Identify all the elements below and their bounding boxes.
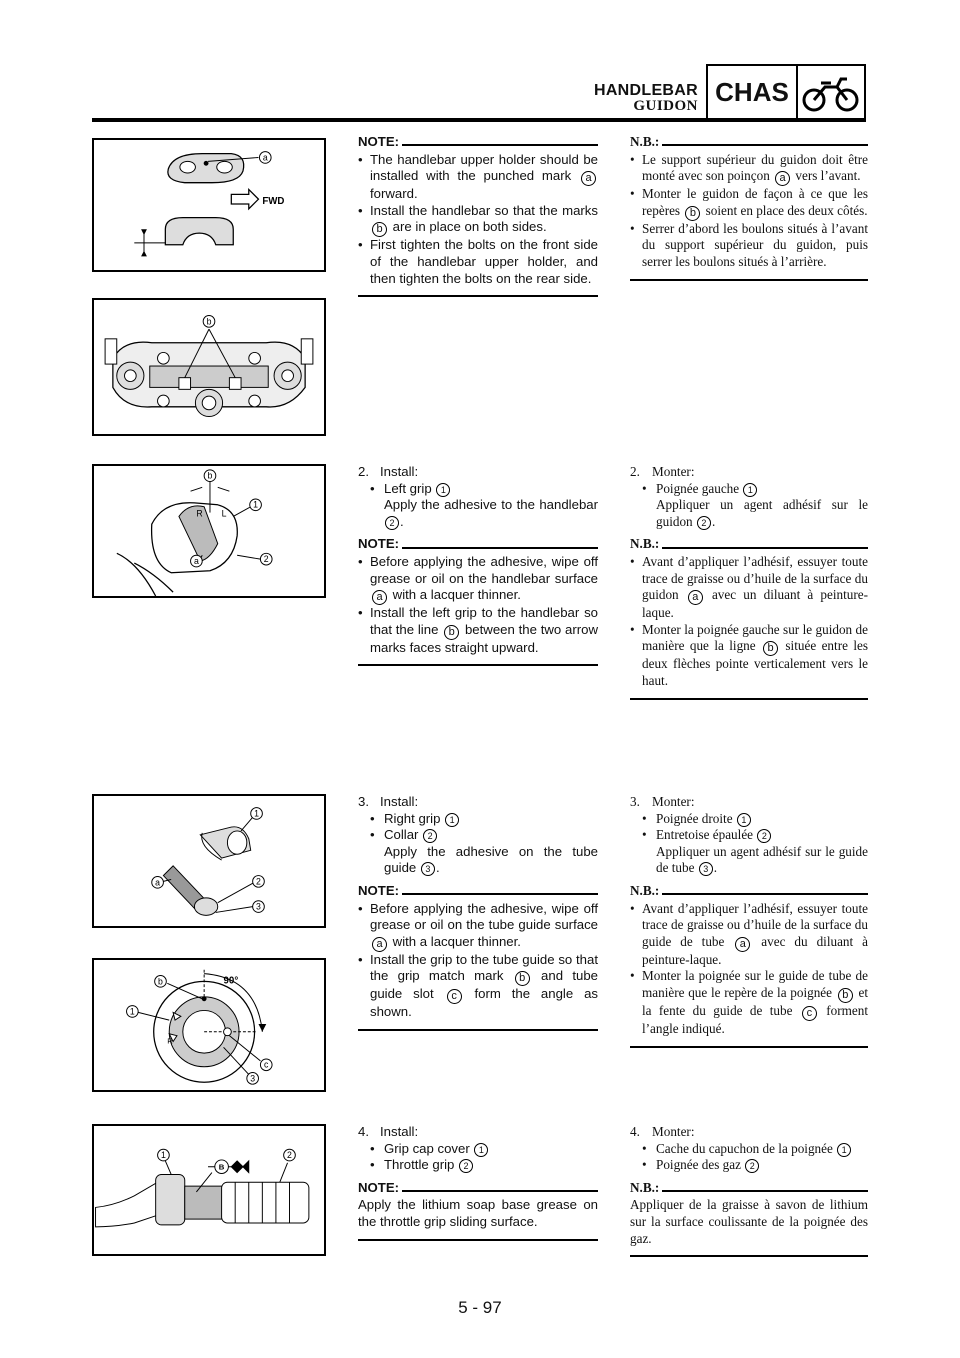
figure-upper-holder xyxy=(92,138,326,272)
note-label: NOTE: xyxy=(358,134,400,149)
label-3: 3 xyxy=(250,1073,256,1084)
list-item: • Poignée droite 1 xyxy=(642,811,868,828)
fr-step-3: 3. Monter: • Poignée droite 1 • Entretoise épaulée 2 Appliquer un agent adhésif sur le guide de tube 3 . N.B.: • Avant d’appliquer l’adhésif, essuyer toute trace de graisse ou d’huile de la surface du guide de tube a avec du diluant à peinture-laque. • Monter la poignée sur le guide de tube de manière que le repère de la poignée b et la fente du guide de tube c forment l’angle indiqué. xyxy=(630,794,868,1048)
angle-label: 90° xyxy=(223,975,239,987)
list-item: • First tighten the bolts on the front side of the handlebar upper holder, and then tighten the bolts on the rear side. xyxy=(358,237,598,287)
list-item: • Right grip 1 xyxy=(370,811,598,828)
note-label: N.B.: xyxy=(630,1179,660,1195)
list-item: • Throttle grip 2 xyxy=(370,1157,598,1174)
label-a: a xyxy=(193,555,199,566)
label-b: b xyxy=(206,316,212,327)
list-item: • Monter la poignée gauche sur le guidon de manière que la ligne b située entre les deux flèches pointe verticalement vers le haut. xyxy=(630,622,868,690)
fr-step-2: 2. Monter: • Poignée gauche 1 Appliquer un agent adhésif sur le guidon 2 . N.B.: • Avant d’appliquer l’adhésif, essuyer toute trace de graisse ou d’huile de la surface du guidon a avec un diluant à peinture-laque. • Monter la poignée gauche sur le guidon de manière que la ligne b située entre les deux flèches pointe verticalement vers le haut. xyxy=(630,464,868,700)
figure-throttle-grip xyxy=(92,1124,326,1256)
label-1: 1 xyxy=(253,499,258,510)
label-c: c xyxy=(264,1059,269,1070)
label-l: L xyxy=(221,508,227,519)
grease-label: B xyxy=(218,1162,225,1172)
list-item: • Before applying the adhesive, wipe off grease or oil on the handlebar surface a with a lacquer thinner. xyxy=(358,554,598,605)
note-label: N.B.: xyxy=(630,536,660,552)
figure-right-grip xyxy=(92,794,326,928)
label-3: 3 xyxy=(256,901,261,912)
list-item: • Avant d’appliquer l’adhésif, essuyer toute trace de graisse ou d’huile de la surface du guidon a avec un diluant à peinture-laque. xyxy=(630,554,868,622)
figure-left-grip xyxy=(92,464,326,598)
en-step-3: 3. Install: • Right grip 1 • Collar 2 Apply the adhesive on the tube guide 3 . NOTE: • Before applying the adhesive, wipe off grease or oil on the tube guide surface a with a lacquer thinner. • Install the grip to the tube guide so that the grip match mark b and tube guide slot c form the angle as shown. xyxy=(358,794,598,1031)
label-r: R xyxy=(196,508,203,519)
label-a: a xyxy=(155,877,161,888)
list-item: • Poignée gauche 1 xyxy=(642,481,868,498)
label-b: b xyxy=(207,470,213,481)
list-item: • Install the handlebar so that the marks b are in place on both sides. xyxy=(358,203,598,238)
list-item: • Cache du capuchon de la poignée 1 xyxy=(642,1141,868,1158)
note-label: N.B.: xyxy=(630,882,660,898)
page-number: 5 - 97 xyxy=(458,1298,502,1317)
en-step-2: 2. Install: • Left grip 1 Apply the adhesive to the handlebar 2 . NOTE: • Before applying the adhesive, wipe off grease or oil on the handlebar surface a with a lacquer thinner. • Install the left grip to the handlebar so that the line b between the two arrow marks faces straight upward. xyxy=(358,464,598,666)
list-item: • Collar 2 xyxy=(370,827,598,844)
list-item: • Install the left grip to the handlebar so that the line b between the two arrow marks faces straight upward. xyxy=(358,605,598,656)
header-rule xyxy=(92,118,866,122)
note-label: NOTE: xyxy=(358,536,400,552)
label-b: b xyxy=(158,976,163,987)
figure-handlebar-clamp xyxy=(92,298,326,436)
list-item: • Serrer d’abord les boulons situés à l’avant du support supérieur du guidon, puis serrer les boulons situés à l’arrière. xyxy=(630,221,868,271)
label-2: 2 xyxy=(287,1150,292,1160)
figure-grip-angle xyxy=(92,958,326,1092)
label-1: 1 xyxy=(160,1150,166,1160)
note-label: NOTE: xyxy=(358,1179,400,1195)
en-step-4: 4. Install: • Grip cap cover 1 • Throttle grip 2 NOTE: Apply the lithium soap base grease on the throttle grip sliding surface. xyxy=(358,1124,598,1241)
label-1: 1 xyxy=(129,1006,135,1017)
list-item: • Before applying the adhesive, wipe off grease or oil on the tube guide surface a with a lacquer thinner. xyxy=(358,901,598,952)
label-a: a xyxy=(262,152,268,163)
fwd-label: FWD xyxy=(262,196,285,208)
section-tab xyxy=(706,64,866,121)
note-text: Appliquer de la graisse à savon de lithium sur la surface coulissante de la poignée des gaz. xyxy=(630,1197,868,1246)
note-label: NOTE: xyxy=(358,882,400,898)
note-text: Apply the lithium soap base grease on the throttle grip sliding surface. xyxy=(358,1197,598,1229)
list-item: • Entretoise épaulée 2 xyxy=(642,827,868,844)
header-title: HANDLEBAR xyxy=(593,82,698,99)
label-1: 1 xyxy=(254,808,259,819)
list-item: • Left grip 1 xyxy=(370,481,598,498)
label-2: 2 xyxy=(256,876,261,887)
motorcycle-icon xyxy=(798,66,864,119)
en-note-1 xyxy=(358,134,598,297)
note-label: N.B.: xyxy=(630,134,660,149)
list-item: • Poignée des gaz 2 xyxy=(642,1157,868,1174)
list-item: • Avant d’appliquer l’adhésif, essuyer toute trace de graisse ou d’huile de la surface du guide de tube a avec du diluant à peinture-laque. xyxy=(630,901,868,969)
list-item: • Monter le guidon de façon à ce que les repères b soient en place des deux côtés. xyxy=(630,186,868,221)
list-item: • Grip cap cover 1 xyxy=(370,1141,598,1158)
label-r: R xyxy=(167,1036,173,1046)
header-subtitle: GUIDON xyxy=(633,98,698,114)
list-item: • Monter la poignée sur le guide de tube de manière que le repère de la poignée b et la fente du guide de tube c forment l’angle indiqué. xyxy=(630,968,868,1037)
label-2: 2 xyxy=(263,554,269,565)
section-label: CHAS xyxy=(708,66,798,119)
list-item: • Le support supérieur du guidon doit être monté avec son poinçon a vers l’avant. xyxy=(630,152,868,187)
list-item: • The handlebar upper holder should be installed with the punched mark a forward. xyxy=(358,152,598,203)
list-item: • Install the grip to the tube guide so that the grip match mark b and tube guide slot c form the angle as shown. xyxy=(358,952,598,1021)
fr-note-1 xyxy=(630,134,868,281)
fr-step-4: 4. Monter: • Cache du capuchon de la poignée 1 • Poignée des gaz 2 N.B.: Appliquer de la graisse à savon de lithium sur la surface coulissante de la poignée des gaz. xyxy=(630,1124,868,1257)
